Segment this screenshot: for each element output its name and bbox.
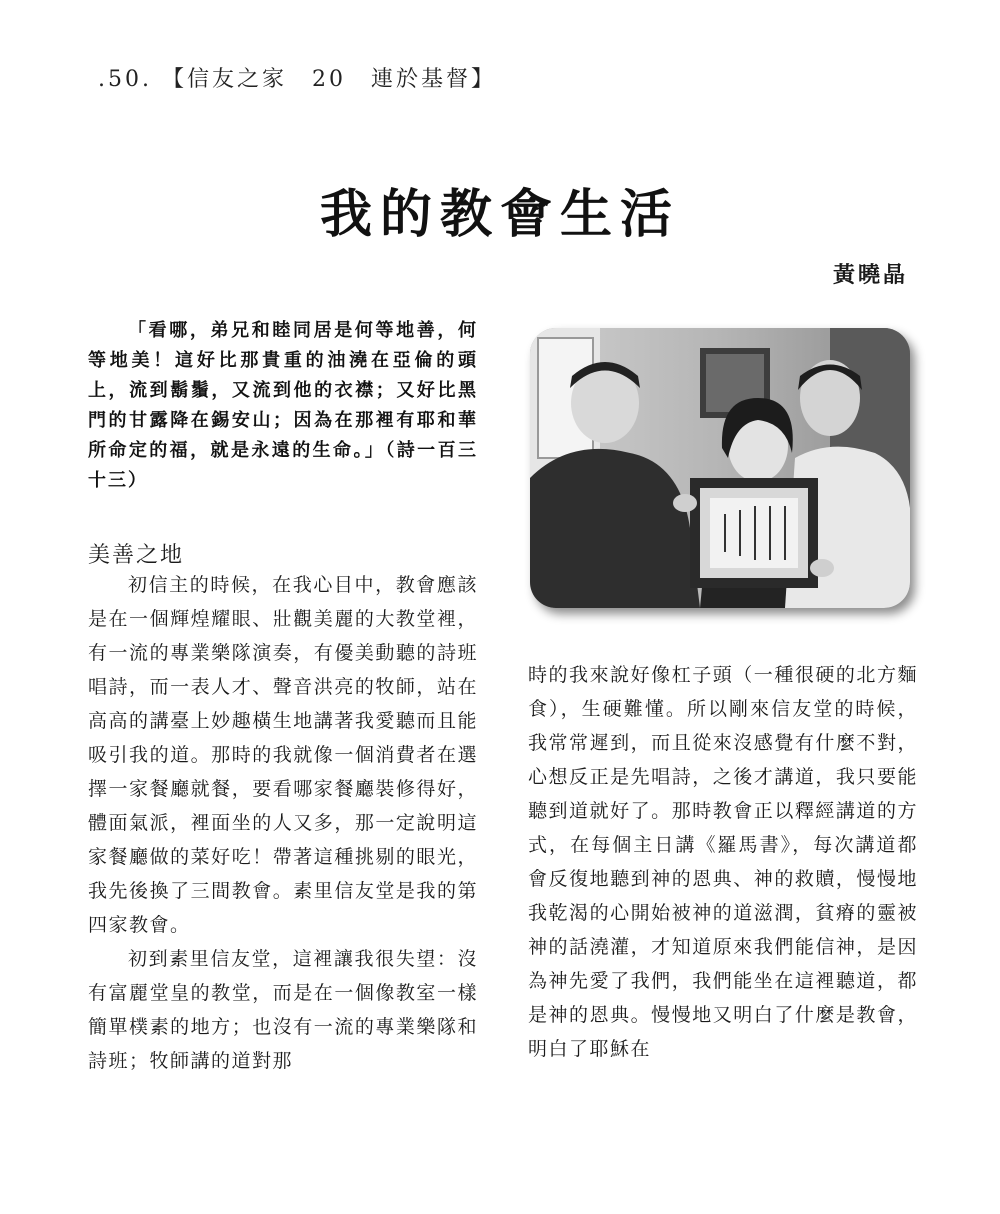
right-paragraph-1: 時的我來說好像杠子頭（一種很硬的北方麵食），生硬難懂。所以剛來信友堂的時候，我常常遲到，而且從來沒感覺有什麼不對，心想反正是先唱詩，之後才講道，我只要能聽到道就好了。那時教會正以釋經講道的方式，在每個主日講《羅馬書》，每次講道都會反復地聽到神的恩典、神的救贖，慢慢地我乾渴的心開始被神的道滋潤，貧瘠的靈被神的話澆灌，才知道原來我們能信神，是因為神先愛了我們，我們能坐在這裡聽道，都是神的恩典。慢慢地又明白了什麼是教會，明白了耶穌在 — [528, 664, 918, 1060]
right-column — [528, 658, 918, 1066]
section-heading: 美善之地 — [88, 543, 185, 568]
author-name: 黃曉晶 — [832, 263, 908, 288]
photo-illustration — [530, 328, 910, 608]
article-title: 我的教會生活 — [319, 185, 680, 245]
page-header: .50. 【信友之家 20 連於基督】 — [98, 67, 496, 92]
group-photo — [530, 328, 910, 608]
left-paragraph-2: 初到素里信友堂，這裡讓我很失望：沒有富麗堂皇的教堂，而是在一個像教室一樣簡單樸素的地方；也沒有一流的專業樂隊和詩班；牧師講的道對那 — [88, 948, 478, 1072]
scripture-quote: 「看哪，弟兄和睦同居是何等地善，何等地美！這好比那貴重的油澆在亞倫的頭上，流到鬍鬚，又流到他的衣襟；又好比黑門的甘露降在錫安山；因為在那裡有耶和華所命定的福，就是永遠的生命。」（詩一百三十三） — [88, 320, 478, 491]
left-column — [88, 568, 478, 1078]
left-paragraph-1: 初信主的時候，在我心目中，教會應該是在一個輝煌耀眼、壯觀美麗的大教堂裡，有一流的專業樂隊演奏，有優美動聽的詩班唱詩，而一表人才、聲音洪亮的牧師，站在高高的講臺上妙趣橫生地講著我愛聽而且能吸引我的道。那時的我就像一個消費者在選擇一家餐廳就餐，要看哪家餐廳裝修得好，體面氣派，裡面坐的人又多，那一定說明這家餐廳做的菜好吃！帶著這種挑剔的眼光，我先後換了三間教會。素里信友堂是我的第四家教會。 — [88, 574, 478, 936]
